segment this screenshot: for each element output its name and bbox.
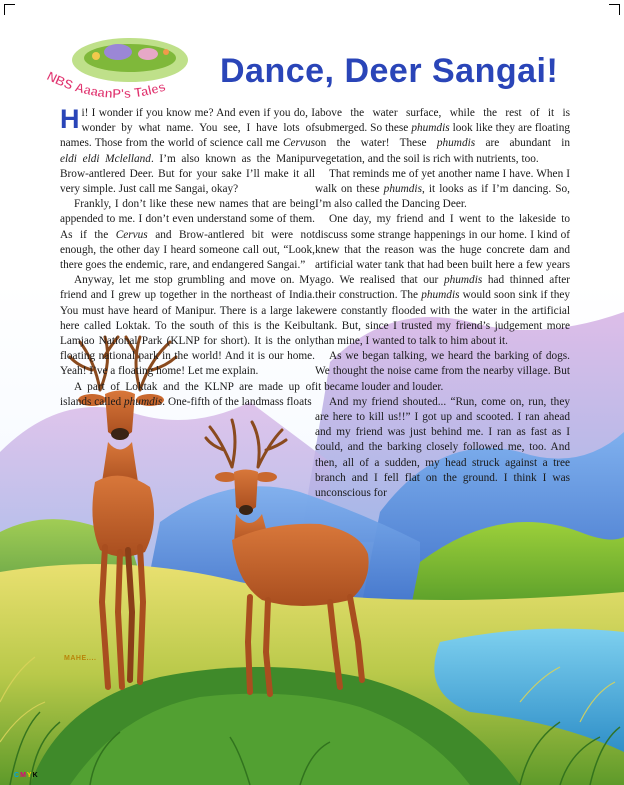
- story-paragraph: That reminds me of yet another name I have. When I walk on these phumdis, it looks as if I’m dancing. So, I’m also called the Dancing Deer.: [315, 167, 570, 211]
- crop-mark: [4, 4, 15, 15]
- story-paragraph: A part of Loktak and the KLNP are made up of islands called phumdis. One-fifth of the landmass floats: [60, 380, 315, 408]
- story-paragraph: As we began talking, we heard the barking of dogs. We thought the noise came from the nearby village. But it became louder and louder.: [315, 350, 570, 393]
- story-column-left: [60, 106, 315, 410]
- crop-mark: [609, 4, 620, 15]
- page-title: Dance, Deer Sangai!: [220, 52, 559, 90]
- print-mark-m: M: [20, 772, 26, 779]
- artist-signature: MAHE....: [64, 655, 97, 662]
- series-logo-text: NBS AaaanP's Tales: [44, 68, 168, 102]
- story-paragraph: Anyway, let me stop grumbling and move on. My friend and I grew up together in the northeast of India. You must have heard of Manipur. There is a large lake here called Loktak. To the south of this is the Keibul Lamjao National Park (KLNP for short). It is the only floating national park in the world! And it is our home. Yeah! I’ve a floating home! Let me explain.: [60, 274, 315, 378]
- print-mark-c: C: [14, 772, 20, 779]
- story-column-right: [315, 106, 570, 501]
- series-logo: [38, 30, 208, 102]
- print-mark-k: K: [32, 772, 38, 779]
- story-paragraph: above the water surface, while the rest of it is submerged. So these phumdis look like they are floating on the water! These phumdis are abundant in vegetation, and the soil is rich with nutrients, too.: [315, 107, 570, 165]
- story-paragraph: Frankly, I don’t like these new names that are being appended to me. I don’t even understand some of them. As if the Cervus and Brow-antlered bit were not enough, the other day I heard someone call out, “Look, there goes the endemic, rare, and endangered Sangai.”: [60, 198, 315, 272]
- elephant-icon: [104, 44, 132, 60]
- story-paragraph: Hi! I wonder if you know me? And even if you do, I wonder by what name. You see, I have lots of names. Those from the world of science call me Cervus eldi eldi Mclelland. I’m also known as the Manipur Brow-antlered Deer. But for your sake I’ll make it all very simple. Just call me Sangai, okay?: [60, 104, 316, 196]
- cmyk-print-marks: [14, 772, 39, 779]
- story-paragraph: And my friend shouted... “Run, come on, run, they are here to kill us!!” I got up and scooted. I ran ahead and my friend was just behind me. I ran as fast as I could, and the barking closely followed me, too. And then, all of a sudden, my head struck against a tree branch and I fell flat on the ground. I think I was unconscious for: [315, 395, 570, 500]
- story-paragraph: One day, my friend and I went to the lakeside to discuss some strange happenings in our home. I kind of knew that the reason was the huge concrete dam and artificial water tank that had been built here a few years ago. We realised that our phumdis had thinned after their construction. The phumdis would soon sink if they were constantly flooded with the water in the artificial tank. But, since I trusted my friend’s judgement more than mine, I wanted to talk to him about it.: [315, 213, 571, 348]
- drop-cap: H: [60, 104, 80, 134]
- print-mark-y: Y: [26, 772, 32, 779]
